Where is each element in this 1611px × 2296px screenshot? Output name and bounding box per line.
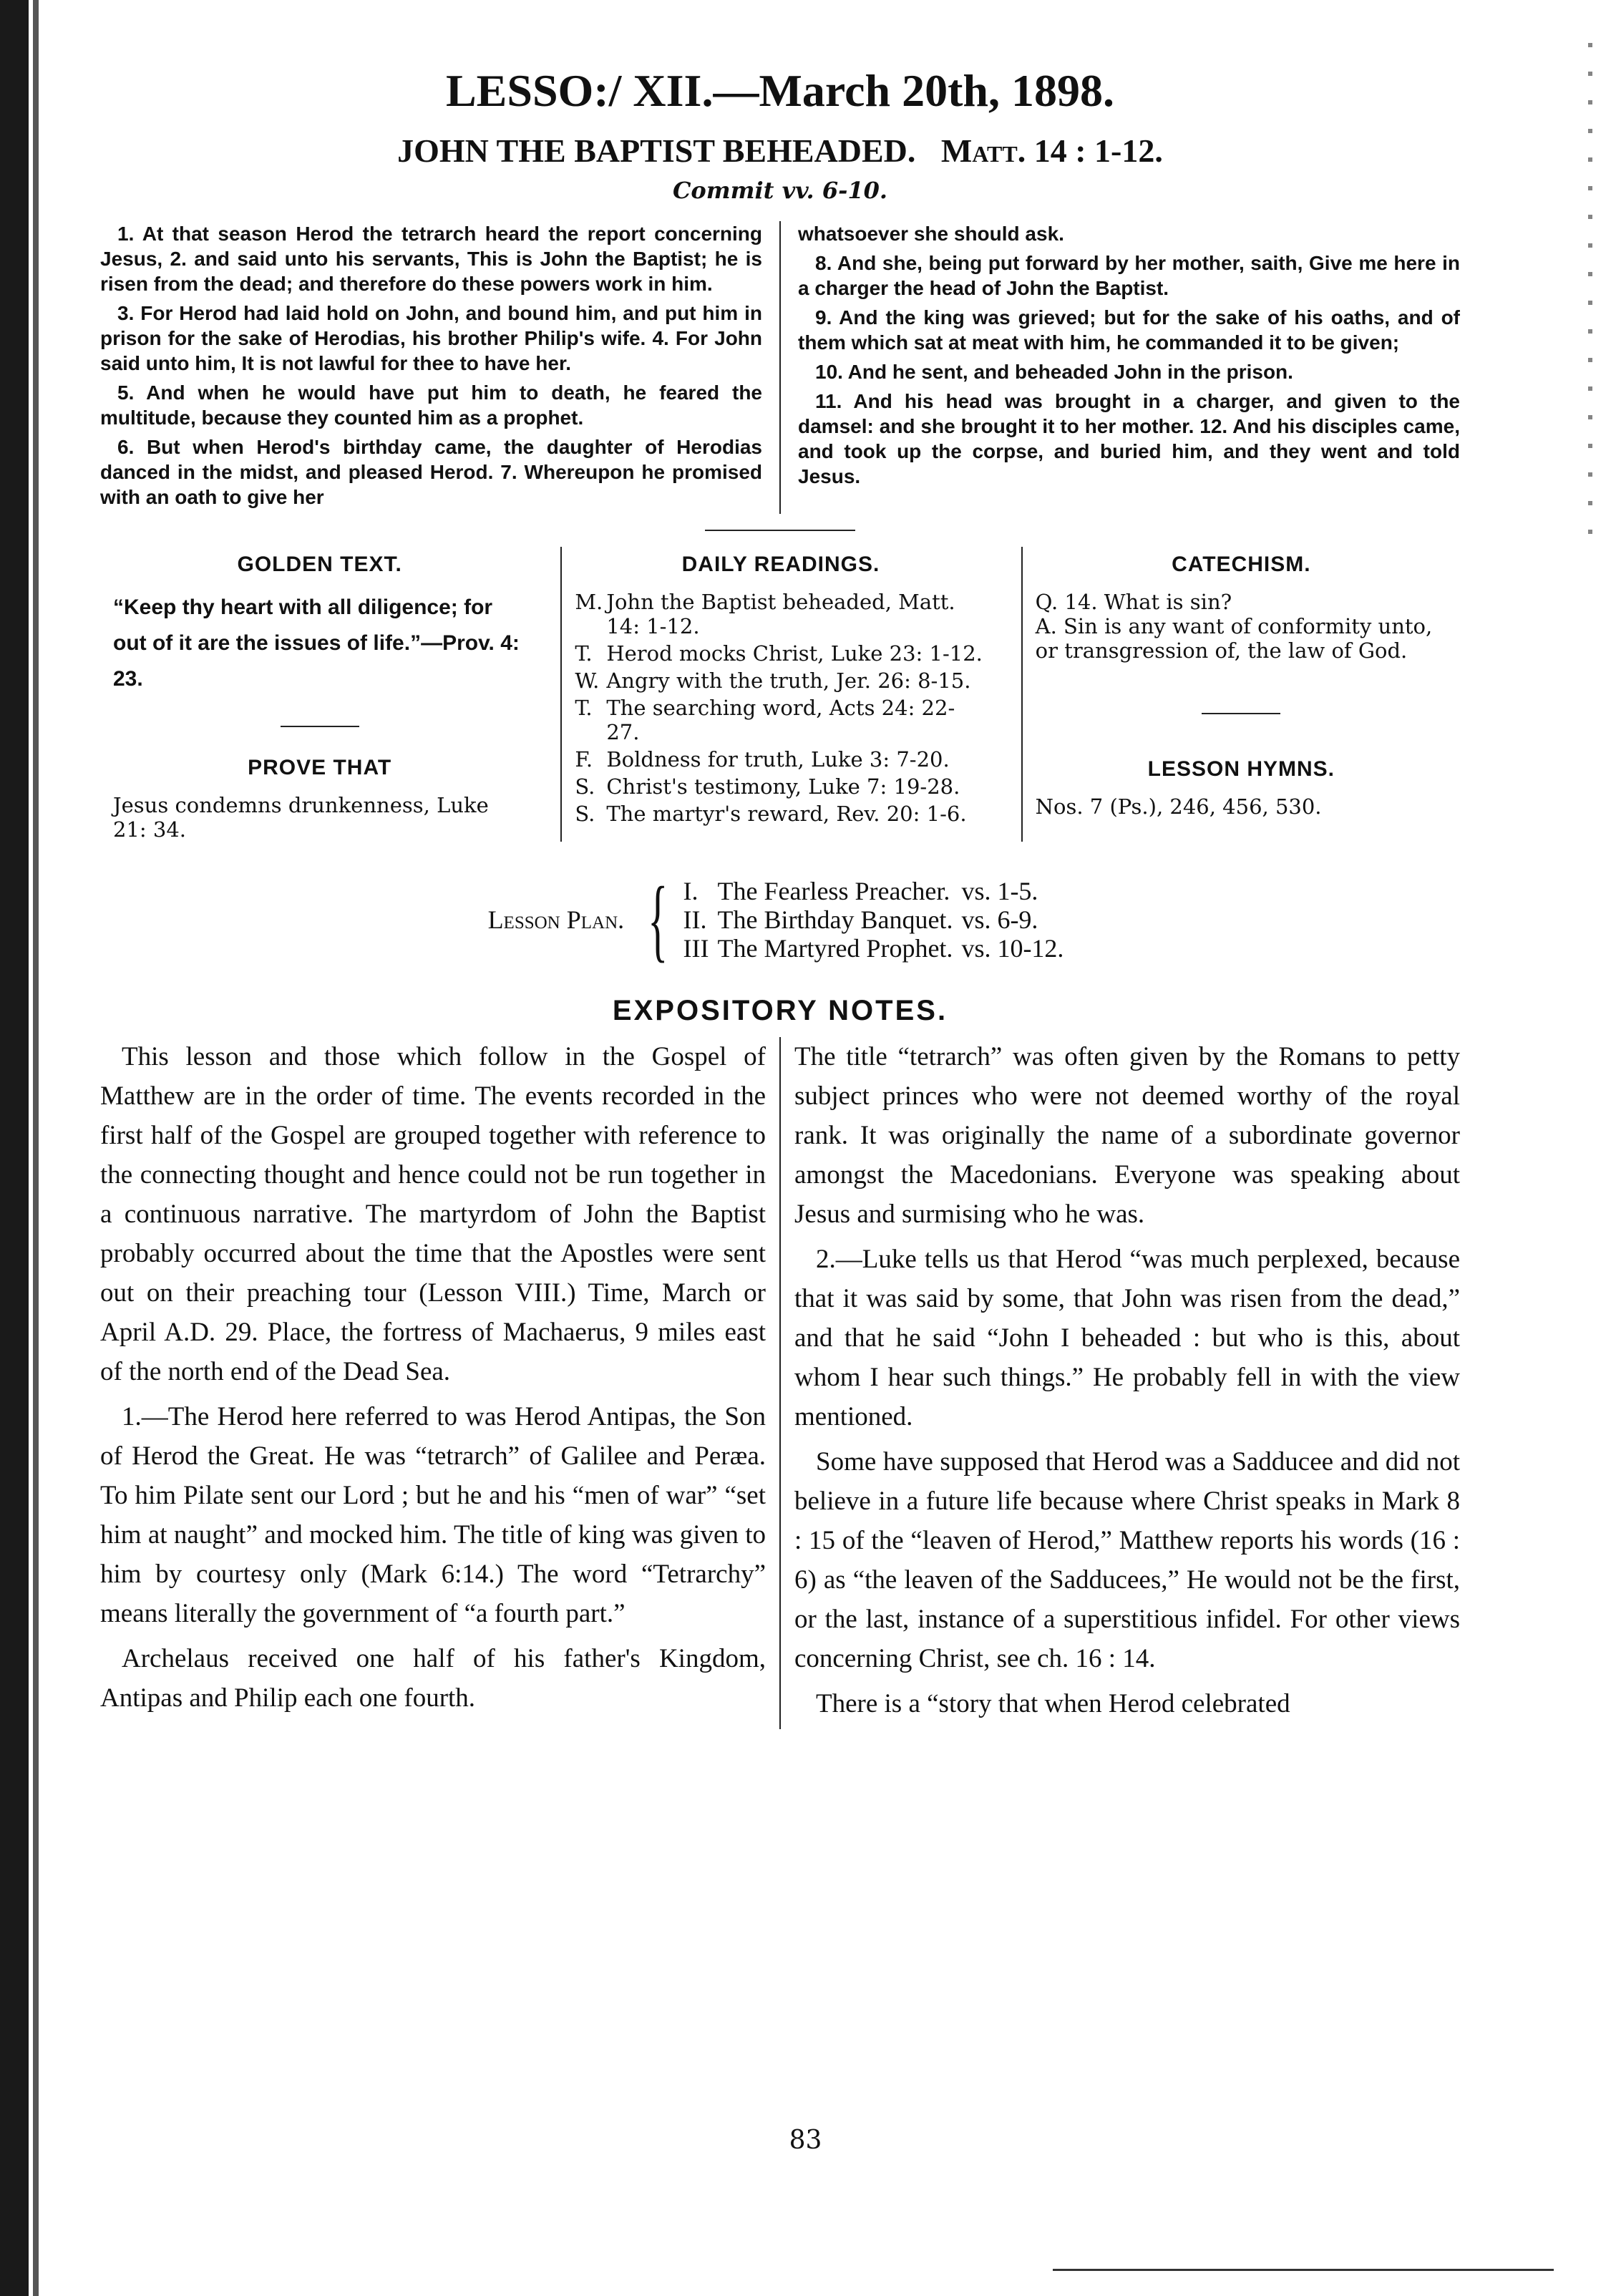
plan-num: I. — [683, 877, 699, 905]
scripture-passage — [100, 221, 1460, 514]
expository-left-column — [100, 1037, 766, 1729]
lesson-info — [100, 547, 1460, 842]
expository-paragraph: 1.—The Herod here referred to was Herod Antipas, the Son of Herod the Great. He was “tetrarch” of Galilee and Peræa. To him Pilate sent our Lord ; but he and his “men of war” “set him at naught” and mocked him. The title of king was given to him by courtesy only (Mark 6:14.) The word “Tetrarchy” means literally the government of “a fourth part.” — [100, 1402, 766, 1628]
expository-heading: EXPOSITORY NOTES. — [612, 995, 948, 1026]
reading-day: S. — [575, 774, 595, 799]
lesson-hymns-heading: LESSON HYMNS. — [1147, 757, 1335, 781]
plan-title: The Birthday Banquet. — [717, 905, 953, 934]
lesson-hymns-text: Nos. 7 (Ps.), 246, 456, 530. — [1035, 794, 1322, 819]
list-item — [575, 696, 986, 744]
page-number: 83 — [789, 2126, 822, 2155]
list-item — [575, 641, 986, 666]
reading-day: T. — [575, 641, 593, 666]
section-separator — [705, 530, 855, 531]
catechism-heading: CATECHISM. — [1172, 553, 1311, 576]
reading-text: Christ's testimony, Luke 7: 19-28. — [606, 774, 960, 799]
expository-paragraph: There is a “story that when Herod celebrated — [816, 1689, 1290, 1718]
table-row — [683, 905, 1073, 934]
lesson-plan-table — [683, 877, 1073, 963]
list-item — [575, 774, 986, 799]
short-rule — [281, 726, 359, 727]
expository-paragraph: The title “tetrarch” was often given by the Romans to petty subject princes who were not deemed worthy of the royal rank. It was originally the name of a subordinate governor amongst the Macedonians. Everyone was speaking about Jesus and surmising who he was. — [794, 1042, 1460, 1229]
golden-text-heading: GOLDEN TEXT. — [237, 553, 402, 576]
column-divider — [779, 1037, 781, 1729]
scripture-paragraph: 5. And when he would have put him to death, he feared the multitude, because they counted him as a prophet. — [100, 381, 762, 429]
column-divider — [779, 221, 781, 514]
plan-verses: vs. 6-9. — [961, 905, 1038, 934]
reading-text: John the Baptist beheaded, Matt. 14: 1-12. — [606, 590, 955, 638]
expository-paragraph: This lesson and those which follow in the Gospel of Matthew are in the order of time. The events recorded in the first half of the Gospel are grouped together with reference to the connecting thought and hence could not be run together in a continuous narrative. The martyrdom of John the Baptist probably occurred about the time that the Apostles were sent out on their preaching tour (Lesson VIII.) Time, March or April A.D. 29. Place, the fortress of Machaerus, 9 miles east of the north end of the Dead Sea. — [100, 1042, 766, 1386]
brace-symbol: { — [648, 868, 668, 971]
catechism-answer: A. Sin is any want of conformity unto, or transgression of, the law of God. — [1035, 614, 1433, 663]
reading-day: M. — [575, 590, 603, 614]
bottom-rule — [1053, 2269, 1554, 2271]
scripture-paragraph: 11. And his head was brought in a charger, and given to the damsel: and she brought it to her mother. 12. And his disciples came, and took up the corpse, and buried him, and they went and told Jesus. — [798, 390, 1460, 487]
plan-title: The Martyred Prophet. — [717, 934, 953, 963]
expository-paragraph: Some have supposed that Herod was a Sadducee and did not believe in a future life because where Christ speaks in Mark 8 : 15 of the “leaven of Herod,” Matthew reports his words (16 : 6) as “the leaven of the Sadducees,” He would not be the first, or the last, instance of a superstitious infidel. For other views concerning Christ, see ch. 16 : 14. — [794, 1447, 1460, 1673]
catechism-column — [1021, 547, 1460, 842]
plan-verses: vs. 10-12. — [961, 934, 1064, 963]
lesson-subtitle-text: JOHN THE BAPTIST BEHEADED. — [397, 132, 916, 169]
expository-right-column — [794, 1037, 1460, 1729]
list-item — [575, 590, 986, 638]
scan-edge-line — [33, 0, 39, 2296]
reading-text: The martyr's reward, Rev. 20: 1-6. — [606, 802, 967, 826]
scripture-reference: Matt. 14 : 1-12. — [940, 132, 1163, 169]
page — [100, 64, 1460, 1729]
scan-edge-bar — [0, 0, 29, 2296]
scripture-paragraph: 1. At that season Herod the tetrarch heard the report concerning Jesus, 2. and said unto his servants, This is John the Baptist; he is risen from the dead; and therefore do these powers work in him. — [100, 223, 762, 295]
plan-title: The Fearless Preacher. — [717, 877, 950, 905]
expository-paragraph: 2.—Luke tells us that Herod “was much perplexed, because that it was said by some, that John was risen from the dead,” and that he said “John I beheaded : but who is this, about whom I hear such things.” He probably fell in with the view mentioned. — [794, 1245, 1460, 1431]
catechism-question: Q. 14. What is sin? — [1035, 590, 1232, 614]
plan-num: II. — [683, 905, 707, 934]
list-item — [575, 668, 986, 693]
daily-readings-column — [560, 547, 999, 842]
reading-day: T. — [575, 696, 593, 720]
reading-day: S. — [575, 802, 595, 826]
prove-that-heading: PROVE THAT — [248, 756, 392, 779]
table-row — [683, 877, 1073, 905]
lesson-subtitle — [100, 132, 1460, 170]
scripture-paragraph: 10. And he sent, and beheaded John in the prison. — [815, 361, 1293, 383]
scripture-left-column — [100, 221, 762, 514]
lesson-plan — [100, 868, 1460, 971]
daily-readings-list — [575, 590, 986, 826]
reading-text: The searching word, Acts 24: 22-27. — [606, 696, 955, 744]
reading-day: W. — [575, 668, 600, 693]
reading-text: Angry with the truth, Jer. 26: 8-15. — [606, 668, 971, 693]
lesson-title: LESSO:/ XII.—March 20th, 1898. — [445, 65, 1115, 116]
reading-day: F. — [575, 747, 593, 772]
scripture-right-column — [798, 221, 1460, 514]
plan-num: III — [683, 934, 709, 963]
scripture-paragraph: 9. And the king was grieved; but for the sake of his oaths, and of them which sat at meat with him, he commanded it to be given; — [798, 306, 1460, 354]
golden-text-column — [100, 547, 539, 842]
daily-readings-heading: DAILY READINGS. — [681, 553, 880, 576]
plan-verses: vs. 1-5. — [961, 877, 1038, 905]
commit-verses: Commit vv. 6-10. — [672, 177, 888, 204]
expository-paragraph: Archelaus received one half of his father's Kingdom, Antipas and Philip each one fourth. — [100, 1644, 766, 1713]
scripture-paragraph: whatsoever she should ask. — [798, 223, 1064, 245]
scripture-paragraph: 3. For Herod had laid hold on John, and bound him, and put him in prison for the sake of Herodias, his brother Philip's wife. 4. For John said unto him, It is not lawful for thee to have her. — [100, 302, 762, 374]
list-item — [575, 802, 986, 826]
reading-text: Herod mocks Christ, Luke 23: 1-12. — [606, 641, 983, 666]
scripture-paragraph: 8. And she, being put forward by her mother, saith, Give me here in a charger the head of John the Baptist. — [798, 252, 1460, 299]
reading-text: Boldness for truth, Luke 3: 7-20. — [606, 747, 950, 772]
list-item — [575, 747, 986, 772]
prove-that-text: Jesus condemns drunkenness, Luke 21: 34. — [113, 793, 489, 842]
scripture-paragraph: 6. But when Herod's birthday came, the daughter of Herodias danced in the midst, and pleased Herod. 7. Whereupon he promised with an oath to give her — [100, 436, 762, 508]
table-row — [683, 934, 1073, 963]
scan-specks — [1588, 43, 1592, 544]
lesson-plan-label: Lesson Plan. — [487, 905, 625, 934]
expository-notes — [100, 1037, 1460, 1729]
golden-text: “Keep thy heart with all diligence; for out of it are the issues of life.”—Prov. 4: 23. — [113, 595, 520, 691]
short-rule — [1202, 713, 1280, 714]
